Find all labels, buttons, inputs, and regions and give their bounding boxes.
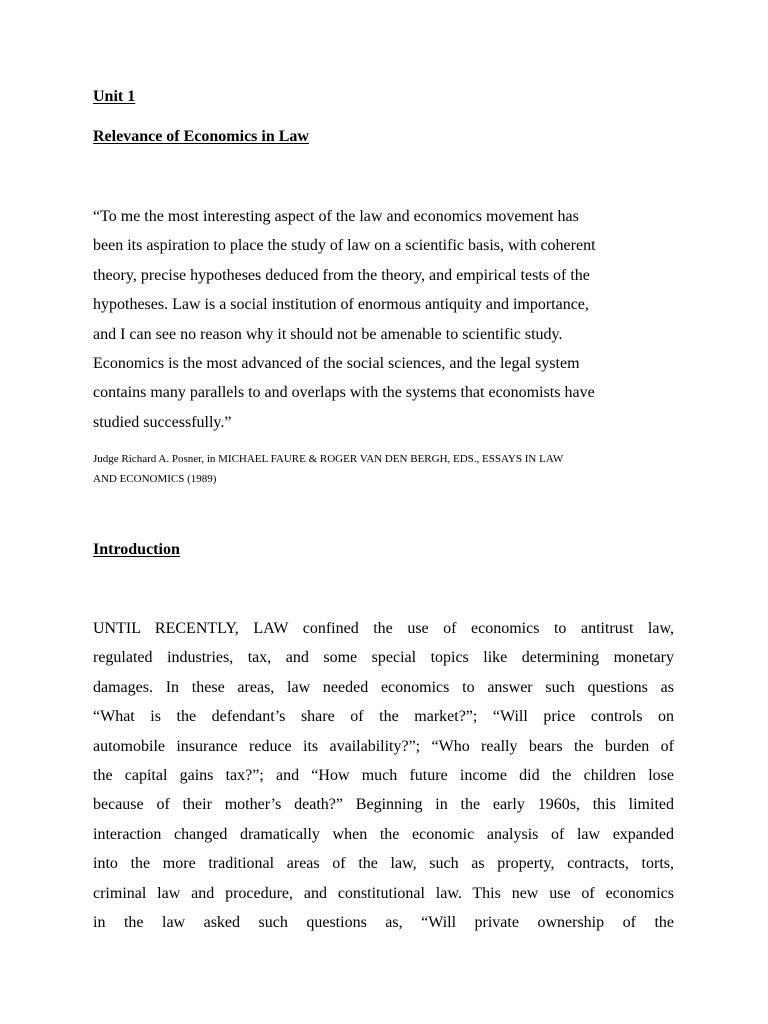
paragraph-line: criminal law and procedure, and constitutional law. This new use of economics [93,884,674,902]
quote-line: contains many parallels to and overlaps with the systems that economists have [93,384,595,402]
quote-line: theory, precise hypotheses deduced from the theory, and empirical tests of the [93,266,590,284]
paragraph-line: automobile insurance reduce its availability?”; “Who really bears the burden of [93,737,674,755]
paragraph-line: UNTIL RECENTLY, LAW confined the use of economics to antitrust law, [93,620,674,637]
paragraph-line: regulated industries, tax, and some special topics like determining monetary [93,649,674,667]
paragraph-line: the capital gains tax?”; and “How much future income did the children lose [93,767,674,785]
quote-line: Economics is the most advanced of the social sciences, and the legal system [93,355,580,373]
paragraph-line: in the law asked such questions as, “Will private ownership of the [93,914,674,932]
quote-line: and I can see no reason why it should not be amenable to scientific study. [93,325,563,343]
paragraph-line: “What is the defendant’s share of the market?”; “Will price controls on [93,708,674,726]
quote-citation [93,449,683,489]
quote-line: been its aspiration to place the study of law on a scientific basis, with coherent [93,237,596,255]
paragraph-line: interaction changed dramatically when the economic analysis of law expanded [93,825,674,843]
epigraph-quote [93,202,693,437]
unit-label: Unit 1 [93,88,136,105]
paragraph-line: because of their mother’s death?” Beginning in the early 1960s, this limited [93,796,674,814]
quote-line: hypotheses. Law is a social institution of enormous antiquity and importance, [93,296,589,314]
section-heading-introduction: Introduction [93,541,180,558]
paragraph-line: damages. In these areas, law needed economics to answer such questions as [93,678,674,696]
quote-line: “To me the most interesting aspect of the law and economics movement has [93,208,579,225]
quote-line: studied successfully.” [93,413,232,431]
citation-line: AND ECONOMICS (1989) [93,473,217,485]
introduction-paragraph [93,614,674,937]
page-title: Relevance of Economics in Law [93,128,309,145]
paragraph-line: into the more traditional areas of the law, such as property, contracts, torts, [93,855,674,873]
citation-line: Judge Richard A. Posner, in MICHAEL FAURE & ROGER VAN DEN BERGH, EDS., ESSAYS IN LAW [93,453,564,465]
